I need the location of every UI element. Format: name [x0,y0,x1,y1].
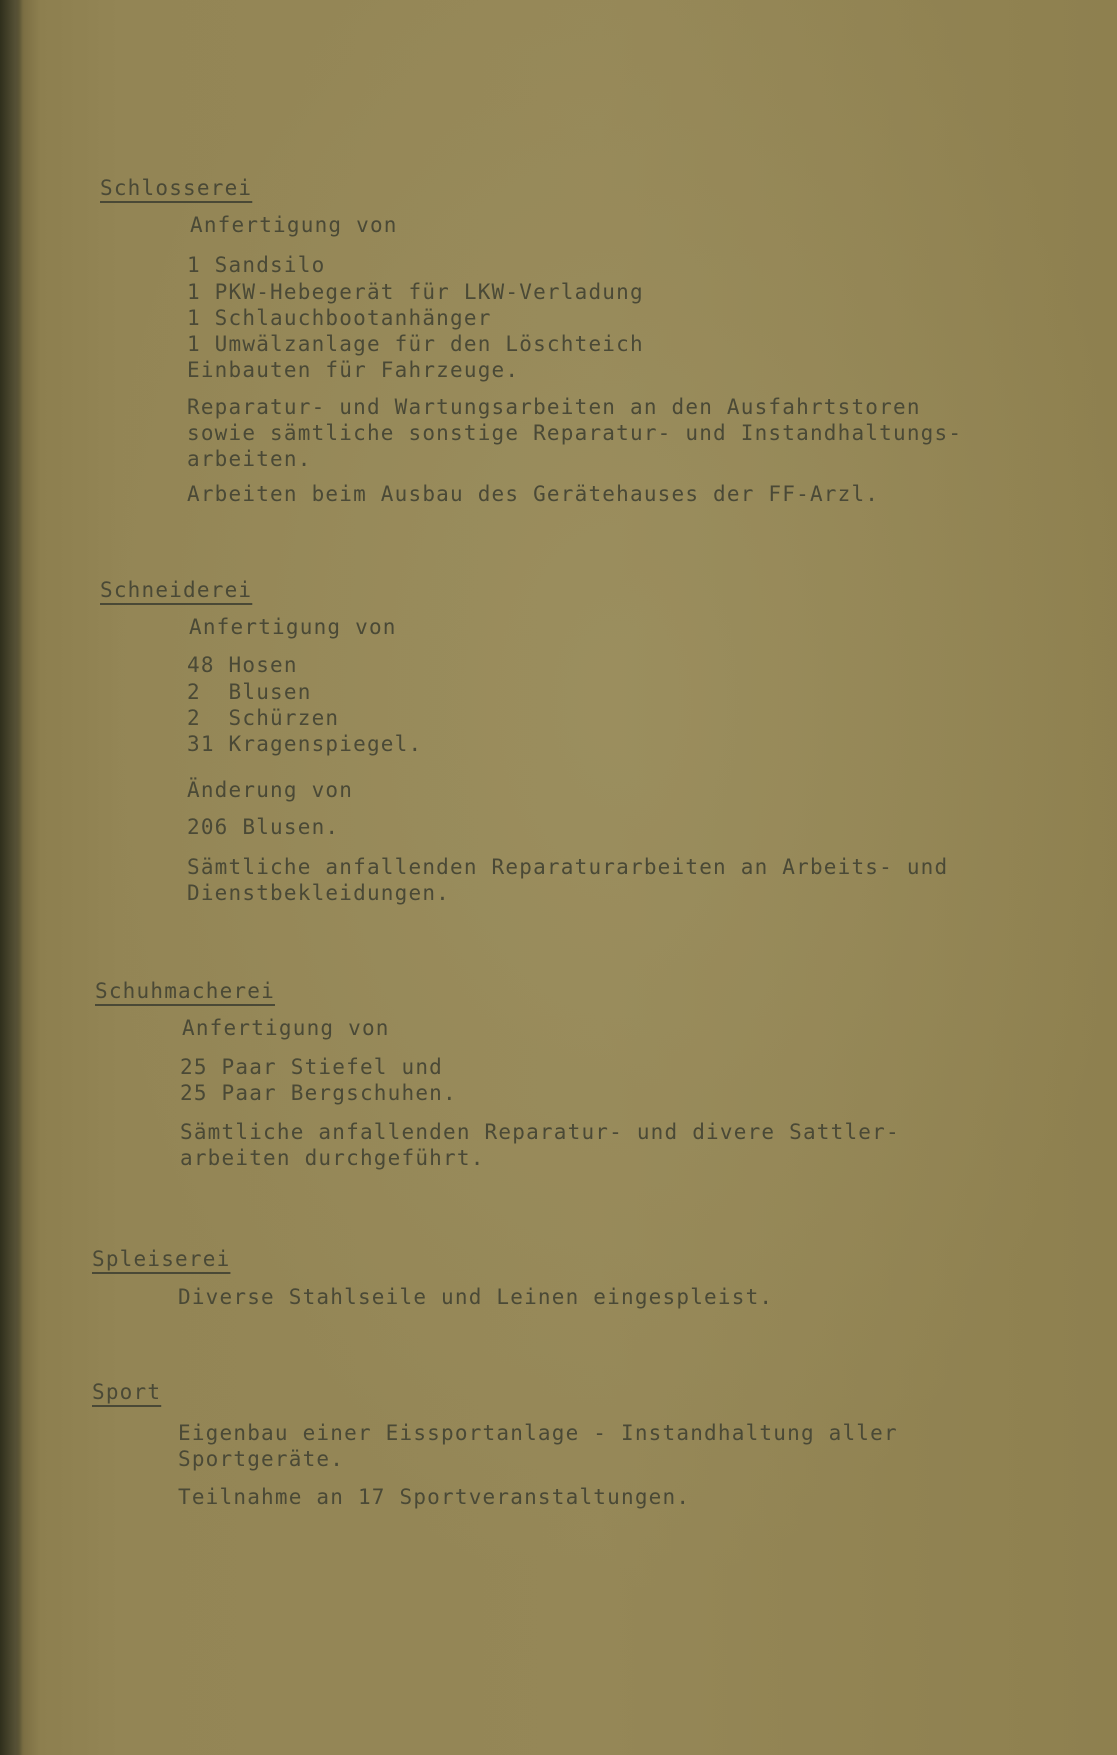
schneiderei-change-item: 206 Blusen. [187,815,340,839]
schlosserei-paragraph: sowie sämtliche sonstige Reparatur- und Instandhaltungs- [187,421,963,445]
schneiderei-change-intro: Änderung von [187,778,354,802]
section-heading-schuhmacherei: Schuhmacherei [95,979,275,1003]
schneiderei-paragraph: Dienstbekleidungen. [187,881,451,905]
schlosserei-item: Einbauten für Fahrzeuge. [187,358,520,382]
schneiderei-intro: Anfertigung von [189,615,397,639]
schlosserei-paragraph: Arbeiten beim Ausbau des Gerätehauses der FF-Arzl. [187,482,880,506]
sport-paragraph: Eigenbau einer Eissportanlage - Instandhaltung aller [178,1421,898,1445]
schneiderei-item: 2 Blusen [187,680,312,704]
section-heading-schneiderei: Schneiderei [100,578,253,602]
schlosserei-item: 1 PKW-Hebegerät für LKW-Verladung [187,280,644,304]
section-heading-spleiserei: Spleiserei [92,1247,231,1271]
schneiderei-paragraph: Sämtliche anfallenden Reparaturarbeiten an Arbeits- und [187,855,949,879]
spleiserei-paragraph: Diverse Stahlseile und Leinen eingespleist. [178,1285,774,1309]
schlosserei-paragraph: Reparatur- und Wartungsarbeiten an den Ausfahrtstoren [187,395,921,419]
schuhmacherei-intro: Anfertigung von [182,1016,390,1040]
binding-edge [0,0,22,1755]
schlosserei-item: 1 Sandsilo [187,253,326,277]
schneiderei-item: 31 Kragenspiegel. [187,732,423,756]
sport-paragraph: Sportgeräte. [178,1447,345,1471]
sport-paragraph: Teilnahme an 17 Sportveranstaltungen. [178,1485,691,1509]
schneiderei-item: 2 Schürzen [187,706,340,730]
schlosserei-intro: Anfertigung von [190,213,398,237]
schuhmacherei-paragraph: Sämtliche anfallenden Reparatur- und divere Sattler- [180,1120,900,1144]
schlosserei-item: 1 Umwälzanlage für den Löschteich [187,332,644,356]
section-heading-sport: Sport [92,1380,162,1404]
schuhmacherei-item: 25 Paar Stiefel und [180,1055,444,1079]
schneiderei-item: 48 Hosen [187,653,298,677]
schlosserei-item: 1 Schlauchbootanhänger [187,306,492,330]
schuhmacherei-paragraph: arbeiten durchgeführt. [180,1146,485,1170]
section-heading-schlosserei: Schlosserei [100,176,253,200]
schuhmacherei-item: 25 Paar Bergschuhen. [180,1081,457,1105]
schlosserei-paragraph: arbeiten. [187,447,312,471]
